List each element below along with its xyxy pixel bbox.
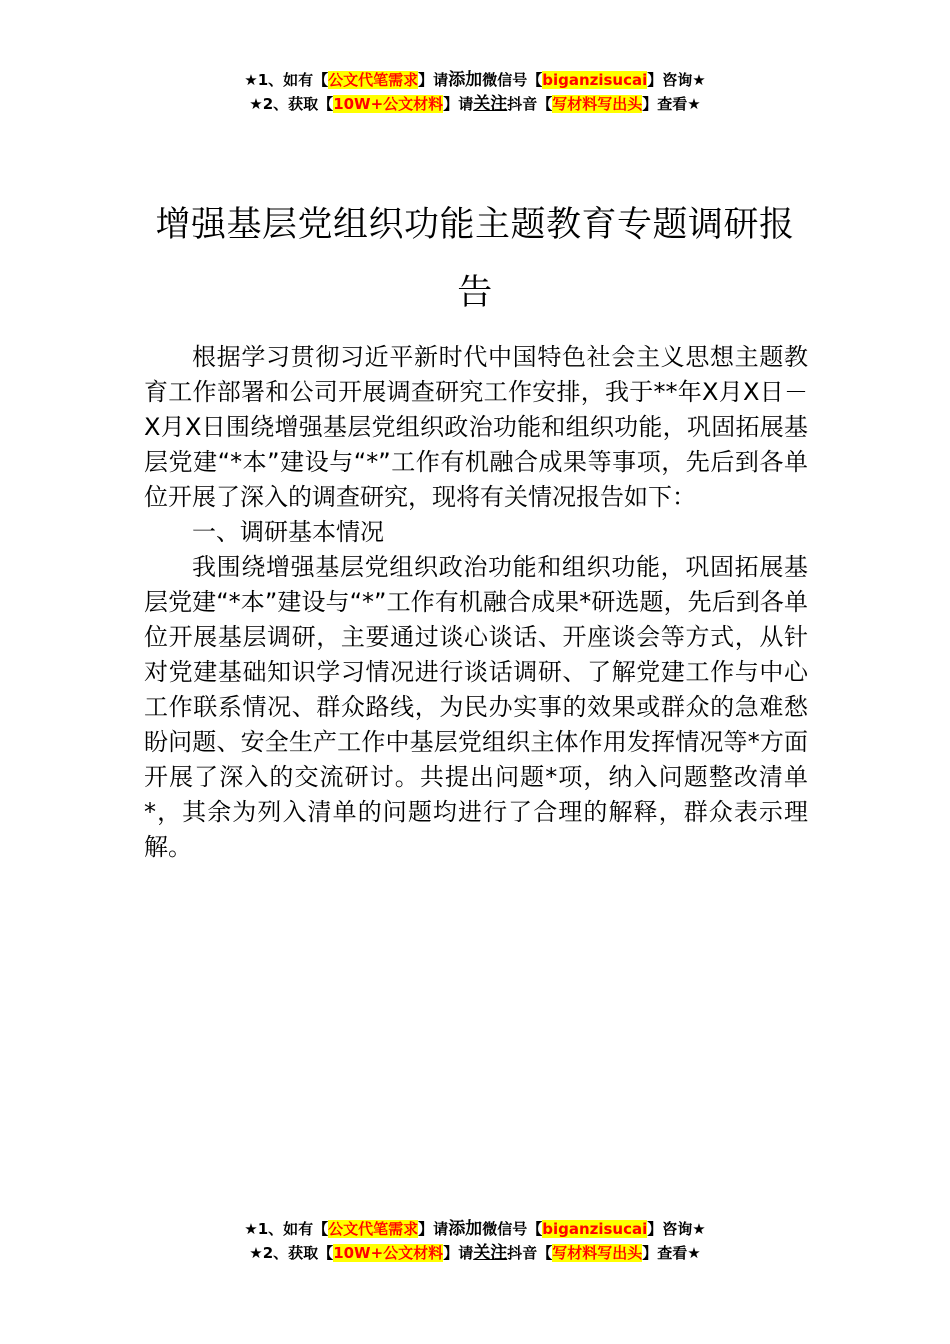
star-icon: ★ (244, 71, 258, 89)
banner-line-1: ★1、如有【公文代笔需求】请添加微信号【biganzisucai】咨询★ (244, 70, 706, 90)
star-icon: ★ (244, 1220, 258, 1238)
banner-wechat-id: biganzisucai (542, 1220, 648, 1238)
banner-douyin-id: 写材料写出头 (552, 95, 643, 113)
banner-line-2: ★2、获取【10W+公文材料】请关注抖音【写材料写出头】查看★ (249, 94, 701, 114)
section-heading: 一、调研基本情况 (192, 518, 384, 546)
star-icon: ★ (249, 1244, 263, 1262)
banner-highlight: 公文代笔需求 (328, 71, 419, 89)
banner-highlight: 10W+公文材料 (333, 1244, 444, 1262)
star-icon: ★ (687, 95, 701, 113)
bottom-banner (0, 1217, 950, 1265)
banner-wechat-id: biganzisucai (542, 71, 648, 89)
banner-line-2: ★2、获取【10W+公文材料】请关注抖音【写材料写出头】查看★ (249, 1243, 701, 1263)
top-banner (0, 68, 950, 116)
star-icon: ★ (249, 95, 263, 113)
banner-highlight: 公文代笔需求 (328, 1220, 419, 1238)
star-icon: ★ (692, 1220, 706, 1238)
document-title: 增强基层党组织功能主题教育专题调研报告 (155, 205, 795, 314)
banner-highlight: 10W+公文材料 (333, 95, 444, 113)
section-paragraph: 我围绕增强基层党组织政治功能和组织功能，巩固拓展基层党建“*本”建设与“*”工作有机融合成果*研选题，先后到各单位开展基层调研，主要通过谈心谈话、开座谈会等方式，从针对党建基础知识学习情况进行谈话调研、了解党建工作与中心工作联系情况、群众路线，为民办实事的效果或群众的急难愁盼问题、安全生产工作中基层党组织主体作用发挥情况等*方面开展了深入的交流研讨。共提出问题*项，纳入问题整改清单*，其余为列入清单的问题均进行了合理的解释，群众表示理解。 (144, 553, 808, 861)
star-icon: ★ (692, 71, 706, 89)
star-icon: ★ (687, 1244, 701, 1262)
banner-douyin-id: 写材料写出头 (552, 1244, 643, 1262)
document-body (144, 340, 808, 865)
banner-line-1: ★1、如有【公文代笔需求】请添加微信号【biganzisucai】咨询★ (244, 1219, 706, 1239)
intro-paragraph: 根据学习贯彻习近平新时代中国特色社会主义思想主题教育工作部署和公司开展调查研究工作安排，我于**年X月X日－X月X日围绕增强基层党组织政治功能和组织功能，巩固拓展基层党建“*本”建设与“*”工作有机融合成果等事项，先后到各单位开展了深入的调查研究，现将有关情况报告如下： (144, 343, 808, 511)
